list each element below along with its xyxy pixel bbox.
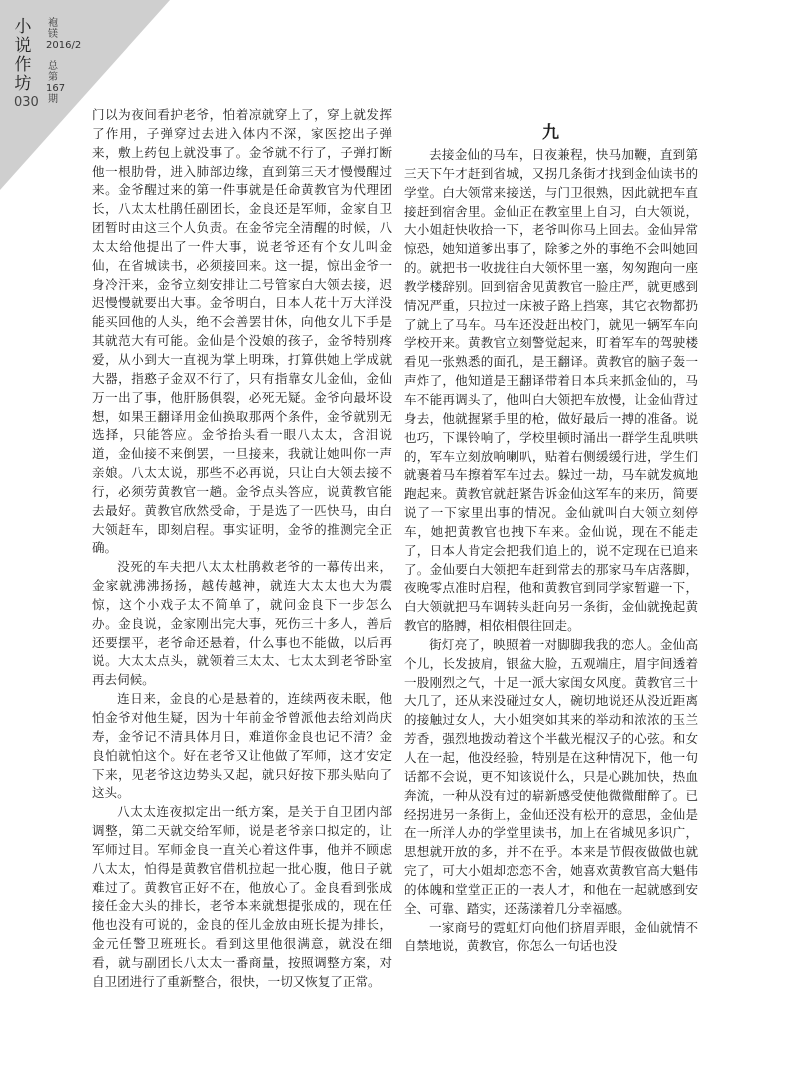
paragraph: 没死的车夫把八太太杜鹃救老爷的一幕传出来，金家就沸沸扬扬，越传越神，就连大太太也大为震惊，这个小戏子太不简单了，就问金良下一步怎么办。金良说，金家刚出完大事，死伤三十多人，善后还要摆平，老爷命还悬着，什么事也不能做，以后再说。大太太点头，就领着三太太、七太太到老爷卧室再去伺候。 [92, 559, 392, 688]
issue-total: 总第167期 [46, 61, 66, 105]
right-column [404, 146, 698, 956]
paragraph: 八太太连夜拟定出一纸方案，是关于自卫团内部调整，第二天就交给军师，说是老爷亲口拟定的，让军师过目。军师金良一直关心着这件事，他并不顾虑八太太，怕得是黄教官借机拉起一批心腹，他日子就难过了。黄教官正好不在，他放心了。金良看到张成接任金大头的排长，老爷本来就想提张成的，现在任他也没有可说的，金良的侄儿金放由班长提为排长，金元任警卫班班长。看到这里他很满意，就没在细看，就与副团长八太太一番商量，按照调整方案，对自卫团进行了重新整合，很快，一切又恢复了正常。 [92, 804, 392, 989]
left-column [92, 106, 392, 992]
paragraph: 连日来，金良的心是悬着的，连续两夜未眠，他怕金爷对他生疑，因为十年前金爷曾派他去给刘尚庆寿，金爷记不清具体月日，难道你金良也记不清？金良怕就怕这个。好在老爷又让他做了军师，这才安定下来，见老爷这边势头又起，就只好按下那头贴向了这头。 [92, 691, 392, 801]
paragraph: 一家商号的霓虹灯向他们挤眉弄眼，金仙就情不自禁地说，黄教官，你怎么一句话也没 [404, 919, 698, 954]
paragraph: 街灯亮了，映照着一对脚脚我我的恋人。金仙高个儿，长发披肩，银盆大脸，五观端庄，眉宇间透着一股刚烈之气，十足一派大家闺女风度。黄教官三十大几了，还从来没碰过女人，碗切地说还从没近距离的接触过女人，大小姐突如其来的举动和浓浓的玉兰芳香，强烈地拨动着这个半截光棍汉子的心弦。和女人在一起，他没经验，特别是在这种情况下，他一句话都不会说，更不知该说什么，只是心跳加快，热血奔流，一种从没有过的崭新感受使他微微酣醉了。已经拐进另一条街上，金仙还没有松开的意思，金仙是在一所洋人办的学堂里读书，加上在省城见多识广，思想就开放的多，并不在乎。本来是节假夜做做也就完了，可大小姐却恋恋不舍，她喜欢黄教官高大魁伟的体魄和堂堂正正的一表人才，和他在一起就感到安全、可靠、踏实，还荡漾着几分幸福感。 [404, 636, 698, 916]
page-number: 030 [14, 95, 39, 110]
issue-year: 2016/2 [46, 40, 82, 51]
paragraph: 去接金仙的马车，日夜兼程，快马加鞭，直到第三天下午才赶到省城，又拐几条街才找到金仙读书的学堂。白大领常来接送，与门卫很熟，因此就把车直接赶到宿舍里。金仙正在教室里上自习，白大领说，大小姐赶快收拾一下，老爷叫你马上回去。金仙异常惊恐，她知道爹出事了，除爹之外的事绝不会叫她回的。就把书一收拢往白大领怀里一塞，匆匆跑向一座教学楼辞别。回到宿舍见黄教官一脸庄严，就更感到情况严重，只拉过一床被子路上挡寒，其它衣物都扔了就上了马车。马车还没赶出校门，就见一辆军车向学校开来。黄教官立刻警觉起来，盯着军车的驾驶楼看见一张熟悉的面孔，是王翻译。黄教官的脑子轰一声炸了，他知道是王翻译带着日本兵来抓金仙的，马车不能再调头了，他叫白大领把车放慢，让金仙背过身去，他就握紧手里的枪，做好最后一搏的准备。说也巧，下课铃响了，学校里顿时涌出一群学生乱哄哄的，军车立刻放响喇叭，贴着右侧缓缓行进，学生们就裹着马车擦着军车过去。躲过一劫，马车就发疯地跑起来。黄教官就赶紧告诉金仙这军车的来历，简要说了一下家里出事的情况。金仙就叫白大领立刻停车，她把黄教官也拽下车来。金仙说，现在不能走了，日本人肯定会把我们追上的，说不定现在已追来了。金仙要白大领把车赶到常去的那家马车店落脚，夜晚零点准时启程，他和黄教官到同学家暂避一下，白大领就把马车调转头赶向另一条街，金仙就挽起黄教官的胳膊，相依相偎往回走。 [404, 147, 698, 634]
paragraph: 门以为夜间看护老爷，怕着凉就穿上了，穿上就发挥了作用，子弹穿过去进入体内不深，家医挖出子弹来，敷上药包上就没事了。金爷就不行了，子弹打断他一根肋骨，进入肺部边缘，直到第三天才慢慢醒过来。金爷醒过来的第一件事就是任命黄教官为代理团长，八太太杜鹃任副团长，金良还是军师，金家自卫团暂时由这三个人负责。在金爷完全清醒的时候，八太太给他提出了一件大事，说老爷还有个女儿叫金仙，在省城读书，必须接回来。这一提，惊出金爷一身冷汗来，金爷立刻安排让二号管家白大领去接，迟迟慢慢就要出大事。金爷明白，日本人花十万大洋没能买回他的人头，绝不会善罢甘休，向他女儿下手是其就范大有可能。金仙是个没娘的孩子，金爷特别疼爱，从小到大一直视为掌上明珠，打算供她上学成就大器，指憨子金双不行了，只有指靠女儿金仙，金仙万一出了事，他肝肠俱裂，必死无疑。金爷向最坏设想，如果王翻译用金仙换取那两个条件，金爷就别无选择，只能答应。金爷抬头看一眼八太太，含泪说道，金仙接不来倒罢，一旦接来，我就让她叫你一声亲娘。八太太说，那些不必再说，只让白大领去接不行，必须劳黄教官一趟。金爷点头答应，说黄教官能去最好。黄教官欣然受命，于是选了一匹快马，由白大领赶车，即刻启程。事实证明，金爷的推测完全正确。 [92, 107, 392, 556]
chapter-title: 九 [542, 123, 560, 143]
magazine-name: 小说作坊 [14, 17, 32, 94]
issue-info [46, 18, 82, 105]
journal-name: 袍镁 [48, 18, 58, 40]
